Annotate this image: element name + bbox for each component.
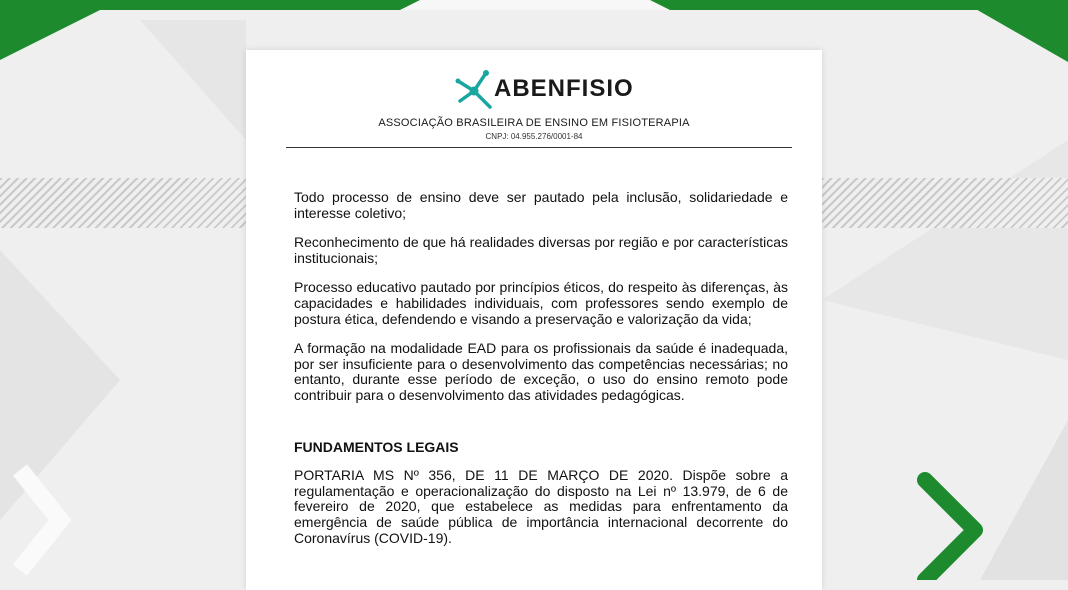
paragraph: Reconhecimento de que há realidades diversas por região e por características institucionais; <box>294 234 788 266</box>
header-divider <box>286 147 792 148</box>
document-body <box>294 190 788 560</box>
chevron-right-icon <box>925 480 975 580</box>
abenfisio-logo-icon <box>452 67 494 111</box>
section-title: FUNDAMENTOS LEGAIS <box>294 438 459 455</box>
chevron-left-decoration <box>20 470 60 570</box>
abenfisio-logo <box>452 64 642 114</box>
paragraph: A formação na modalidade EAD para os profissionais da saúde é inadequada, por ser insuficiente para o desenvolvimento das competências necessárias; no entanto, durante esse período de exceção, o uso do ensino remoto pode contribuir para o desenvolvimento das atividades pedagógicas. <box>294 340 788 403</box>
paragraph: Todo processo de ensino deve ser pautado pela inclusão, solidariedade e interesse coletivo; <box>294 189 788 221</box>
hatch-band-right <box>822 178 1068 228</box>
organization-name: ASSOCIAÇÃO BRASILEIRA DE ENSINO EM FISIOTERAPIA <box>378 117 690 129</box>
section-paragraph: PORTARIA MS Nº 356, DE 11 DE MARÇO DE 2020. Dispõe sobre a regulamentação e operacionalização do disposto na Lei nº 13.979, de 6 de fevereiro de 2020, que estabelece as medidas para enfrentamento da emergência de saúde pública de importância internacional decorrente do Coronavírus (COVID-19). <box>294 467 788 546</box>
organization-cnpj: CNPJ: 04.955.276/0001-84 <box>485 132 583 141</box>
document-page <box>246 50 822 590</box>
logo-text: ABENFISIO <box>494 75 634 102</box>
paragraph: Processo educativo pautado por princípios éticos, do respeito às diferenças, às capacidades e habilidades individuais, com professores sendo exemplo de postura ética, defendendo e visando a preservação e valorização da vida; <box>294 279 788 327</box>
hatch-band-left <box>0 178 246 228</box>
